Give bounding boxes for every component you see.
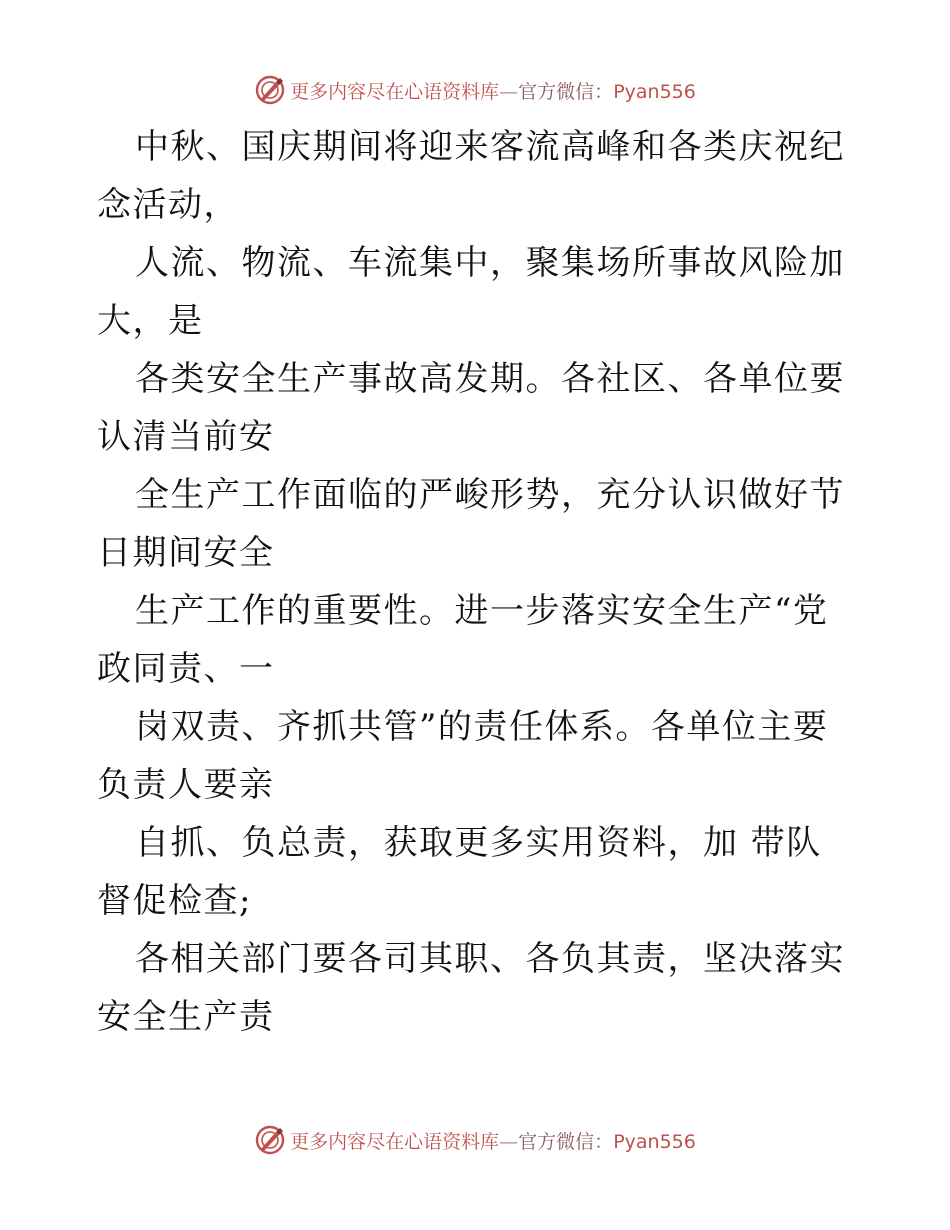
footer-wechat-id: Pyan556 (613, 1130, 696, 1153)
header-brand: 更多内容尽在心语资料库 (290, 80, 500, 103)
paragraph-8: 各相关部门要各司其职、各负其责，坚决落实安全生产责 (97, 939, 845, 1037)
footer-wechat-label: 官方微信： (518, 1130, 614, 1153)
footer-dash: — (499, 1130, 519, 1153)
pen-logo-icon (254, 74, 286, 106)
footer-brand: 更多内容尽在心语资料库 (290, 1130, 500, 1153)
paragraph-4: 全生产工作面临的严峻形势，充分认识做好节日期间安全 (97, 475, 845, 573)
pen-logo-icon (254, 1124, 286, 1156)
paragraph-5: 生产工作的重要性。进一步落实安全生产“党政同责、一 (97, 591, 829, 689)
paragraph-2: 人流、物流、车流集中，聚集场所事故风险加大，是 (97, 243, 845, 341)
paragraph-3: 各类安全生产事故高发期。各社区、各单位要认清当前安 (97, 359, 845, 457)
paragraph-1: 中秋、国庆期间将迎来客流高峰和各类庆祝纪念活动， (97, 127, 845, 225)
header-wechat-id: Pyan556 (613, 80, 696, 103)
paragraph-7: 自抓、负总责，获取更多实用资料，加 带队督促检查; (97, 823, 822, 921)
paragraph-6: 岗双责、齐抓共管”的责任体系。各单位主要负责人要亲 (97, 707, 829, 805)
footer-banner-text (290, 1127, 696, 1154)
header-banner-text (290, 77, 696, 104)
header-dash: — (499, 80, 519, 103)
footer-banner (0, 1120, 950, 1160)
document-body (97, 118, 857, 1046)
header-wechat-label: 官方微信： (518, 80, 614, 103)
header-banner (0, 70, 950, 110)
